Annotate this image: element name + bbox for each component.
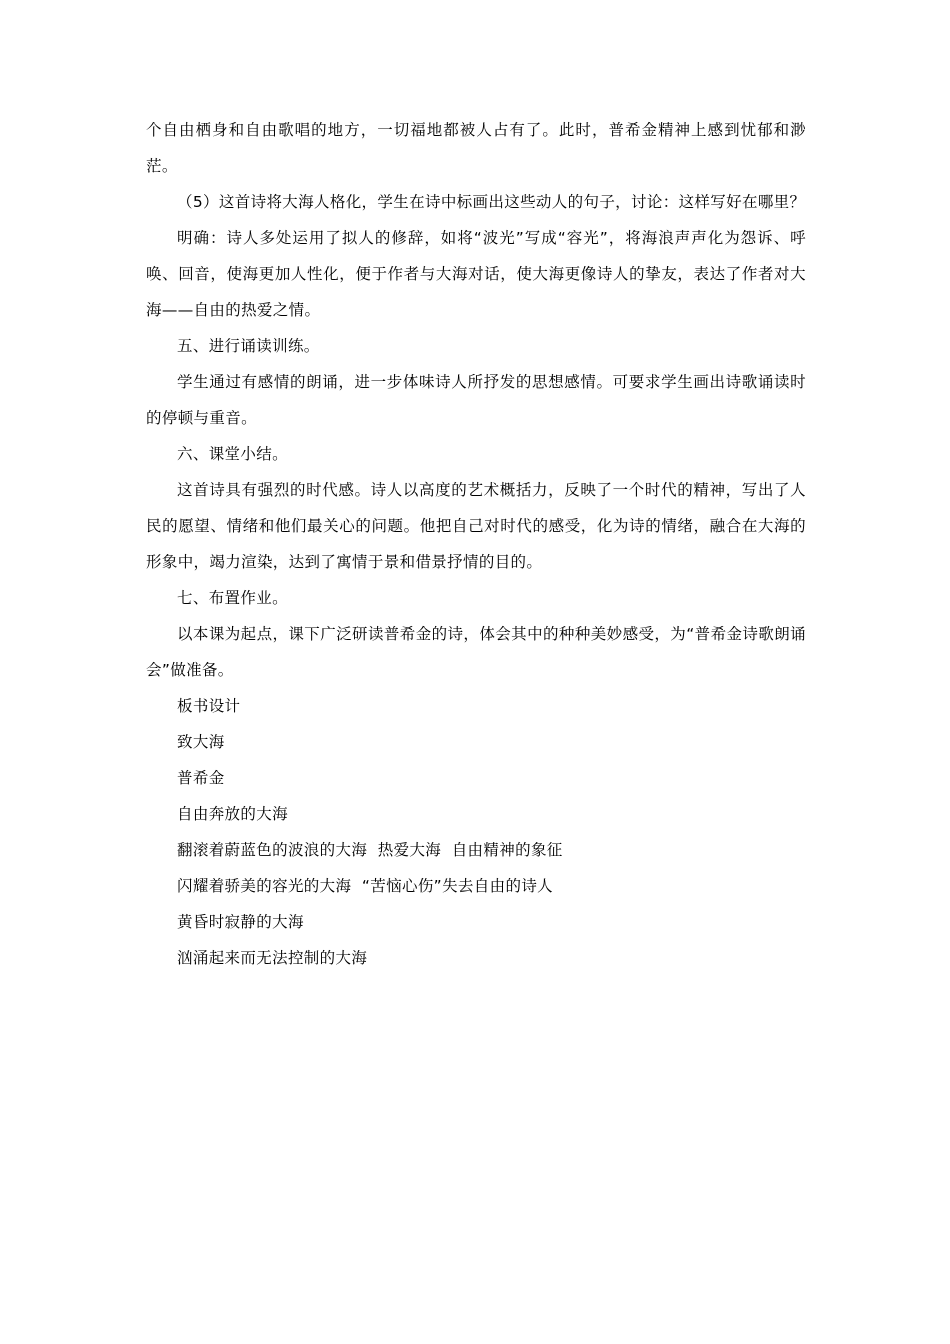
board-design-list	[146, 688, 806, 976]
board-line: 翻滚着蔚蓝色的波浪的大海 热爱大海 自由精神的象征	[177, 841, 563, 859]
paragraph-homework: 以本课为起点，课下广泛研读普希金的诗，体会其中的种种美妙感受，为“普希金诗歌朗诵会”做准备。	[146, 625, 806, 679]
section-heading-6: 六、课堂小结。	[177, 445, 288, 463]
board-line: 闪耀着骄美的容光的大海 “苦恼心伤”失去自由的诗人	[177, 877, 554, 895]
paragraph-recitation: 学生通过有感情的朗诵，进一步体味诗人所抒发的思想感情。可要求学生画出诗歌诵读时的停顿与重音。	[146, 373, 806, 427]
paragraph-answer: 明确：诗人多处运用了拟人的修辞，如将“波光”写成“容光”，将海浪声声化为怨诉、呼唤、回音，使海更加人性化，便于作者与大海对话，使大海更像诗人的挚友，表达了作者对大海——自由的热爱之情。	[146, 229, 806, 319]
section-heading-5: 五、进行诵读训练。	[177, 337, 320, 355]
board-line: 黄昏时寂静的大海	[177, 913, 304, 931]
document-page	[146, 112, 806, 976]
paragraph-question-5: （5）这首诗将大海人格化，学生在诗中标画出这些动人的句子，讨论：这样写好在哪里？	[177, 193, 806, 211]
board-design-heading: 板书设计	[177, 697, 241, 715]
board-line: 普希金	[177, 769, 225, 787]
board-line: 汹涌起来而无法控制的大海	[177, 949, 368, 967]
section-heading-7: 七、布置作业。	[177, 589, 288, 607]
paragraph-summary: 这首诗具有强烈的时代感。诗人以高度的艺术概括力，反映了一个时代的精神，写出了人民的愿望、情绪和他们最关心的问题。他把自己对时代的感受，化为诗的情绪，融合在大海的形象中，竭力渲染，达到了寓情于景和借景抒情的目的。	[146, 481, 806, 571]
paragraph-continuation: 个自由栖身和自由歌唱的地方，一切福地都被人占有了。此时，普希金精神上感到忧郁和渺茫。	[146, 121, 806, 175]
board-line: 致大海	[177, 733, 225, 751]
board-line: 自由奔放的大海	[177, 805, 288, 823]
